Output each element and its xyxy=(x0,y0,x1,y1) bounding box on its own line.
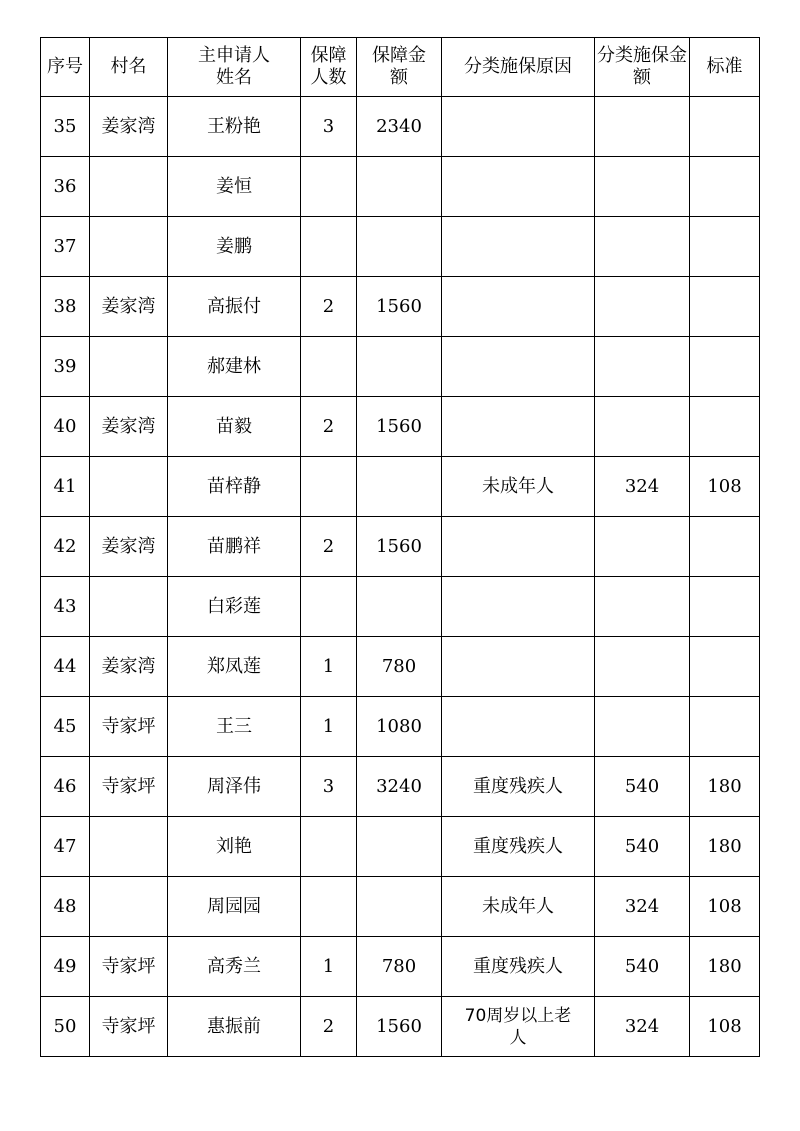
cell-reason xyxy=(442,217,595,277)
cell-amount xyxy=(357,877,442,937)
cell-village: 寺家坪 xyxy=(90,757,168,817)
cell-seq: 44 xyxy=(41,637,90,697)
table-row xyxy=(41,577,760,637)
cell-applicant-name: 惠振前 xyxy=(168,997,301,1057)
cell-reason: 重度残疾人 xyxy=(442,817,595,877)
header-standard: 标准 xyxy=(690,38,760,97)
cell-standard: 180 xyxy=(690,757,760,817)
header-reason: 分类施保原因 xyxy=(442,38,595,97)
cell-village: 姜家湾 xyxy=(90,397,168,457)
cell-persons: 3 xyxy=(301,97,357,157)
cell-persons: 2 xyxy=(301,997,357,1057)
cell-seq: 50 xyxy=(41,997,90,1057)
cell-applicant-name: 王三 xyxy=(168,697,301,757)
cell-amount xyxy=(357,217,442,277)
cell-standard: 180 xyxy=(690,817,760,877)
cell-standard xyxy=(690,517,760,577)
cell-applicant-name: 姜恒 xyxy=(168,157,301,217)
cell-seq: 47 xyxy=(41,817,90,877)
cell-village xyxy=(90,457,168,517)
cell-seq: 41 xyxy=(41,457,90,517)
cell-standard: 108 xyxy=(690,457,760,517)
table-row xyxy=(41,517,760,577)
cell-standard: 108 xyxy=(690,997,760,1057)
cell-village xyxy=(90,577,168,637)
cell-amount: 1560 xyxy=(357,517,442,577)
cell-standard xyxy=(690,397,760,457)
cell-seq: 35 xyxy=(41,97,90,157)
cell-applicant-name: 高秀兰 xyxy=(168,937,301,997)
cell-class-amount xyxy=(595,577,690,637)
cell-seq: 42 xyxy=(41,517,90,577)
cell-applicant-name: 周园园 xyxy=(168,877,301,937)
table-row xyxy=(41,697,760,757)
cell-reason: 未成年人 xyxy=(442,457,595,517)
table-row xyxy=(41,637,760,697)
table-row xyxy=(41,277,760,337)
cell-reason xyxy=(442,397,595,457)
cell-class-amount xyxy=(595,517,690,577)
cell-village: 姜家湾 xyxy=(90,517,168,577)
cell-standard xyxy=(690,217,760,277)
cell-applicant-name: 王粉艳 xyxy=(168,97,301,157)
cell-seq: 40 xyxy=(41,397,90,457)
cell-standard xyxy=(690,637,760,697)
cell-village xyxy=(90,337,168,397)
cell-applicant-name: 白彩莲 xyxy=(168,577,301,637)
cell-village xyxy=(90,217,168,277)
cell-persons: 2 xyxy=(301,517,357,577)
cell-persons xyxy=(301,877,357,937)
cell-applicant-name: 周泽伟 xyxy=(168,757,301,817)
cell-seq: 43 xyxy=(41,577,90,637)
cell-persons xyxy=(301,157,357,217)
cell-class-amount: 540 xyxy=(595,817,690,877)
cell-seq: 36 xyxy=(41,157,90,217)
table-row xyxy=(41,457,760,517)
table-row xyxy=(41,397,760,457)
table-row xyxy=(41,997,760,1057)
cell-applicant-name: 姜鹏 xyxy=(168,217,301,277)
table-row xyxy=(41,337,760,397)
cell-village: 姜家湾 xyxy=(90,637,168,697)
cell-class-amount: 324 xyxy=(595,457,690,517)
cell-applicant-name: 苗梓静 xyxy=(168,457,301,517)
cell-amount: 3240 xyxy=(357,757,442,817)
cell-standard xyxy=(690,577,760,637)
cell-amount: 1560 xyxy=(357,397,442,457)
cell-village: 寺家坪 xyxy=(90,937,168,997)
table-row xyxy=(41,157,760,217)
cell-seq: 39 xyxy=(41,337,90,397)
cell-class-amount xyxy=(595,217,690,277)
header-class-amount: 分类施保金额 xyxy=(595,38,690,97)
cell-persons: 1 xyxy=(301,697,357,757)
relief-roster-table xyxy=(40,37,760,1057)
cell-persons: 2 xyxy=(301,397,357,457)
header-row xyxy=(41,38,760,97)
cell-standard xyxy=(690,337,760,397)
cell-persons: 2 xyxy=(301,277,357,337)
cell-class-amount xyxy=(595,157,690,217)
cell-reason xyxy=(442,577,595,637)
cell-reason xyxy=(442,637,595,697)
cell-reason xyxy=(442,337,595,397)
header-village: 村名 xyxy=(90,38,168,97)
cell-persons xyxy=(301,577,357,637)
header-amount: 保障金额 xyxy=(357,38,442,97)
cell-village xyxy=(90,817,168,877)
roster-body xyxy=(41,97,760,1057)
cell-class-amount: 540 xyxy=(595,937,690,997)
cell-reason xyxy=(442,517,595,577)
cell-village xyxy=(90,877,168,937)
cell-amount xyxy=(357,817,442,877)
cell-persons xyxy=(301,217,357,277)
cell-persons xyxy=(301,457,357,517)
cell-reason: 70周岁以上老人 xyxy=(442,997,595,1057)
table-row xyxy=(41,817,760,877)
header-persons: 保障人数 xyxy=(301,38,357,97)
cell-persons: 1 xyxy=(301,937,357,997)
cell-seq: 48 xyxy=(41,877,90,937)
cell-reason: 重度残疾人 xyxy=(442,937,595,997)
cell-seq: 46 xyxy=(41,757,90,817)
cell-class-amount xyxy=(595,337,690,397)
cell-amount: 780 xyxy=(357,637,442,697)
cell-village: 姜家湾 xyxy=(90,97,168,157)
cell-persons xyxy=(301,337,357,397)
cell-village: 寺家坪 xyxy=(90,697,168,757)
table-row xyxy=(41,937,760,997)
cell-applicant-name: 郑凤莲 xyxy=(168,637,301,697)
cell-class-amount xyxy=(595,637,690,697)
cell-reason xyxy=(442,277,595,337)
table-row xyxy=(41,217,760,277)
cell-standard xyxy=(690,277,760,337)
cell-class-amount xyxy=(595,97,690,157)
cell-standard xyxy=(690,697,760,757)
cell-applicant-name: 苗鹏祥 xyxy=(168,517,301,577)
table-row xyxy=(41,877,760,937)
cell-amount xyxy=(357,337,442,397)
cell-class-amount xyxy=(595,277,690,337)
cell-reason xyxy=(442,97,595,157)
cell-class-amount: 324 xyxy=(595,877,690,937)
cell-reason: 未成年人 xyxy=(442,877,595,937)
header-applicant: 主申请人姓名 xyxy=(168,38,301,97)
cell-seq: 45 xyxy=(41,697,90,757)
cell-applicant-name: 郝建林 xyxy=(168,337,301,397)
cell-applicant-name: 苗毅 xyxy=(168,397,301,457)
cell-persons xyxy=(301,817,357,877)
cell-reason: 重度残疾人 xyxy=(442,757,595,817)
cell-village: 寺家坪 xyxy=(90,997,168,1057)
cell-reason xyxy=(442,697,595,757)
cell-class-amount xyxy=(595,697,690,757)
cell-reason xyxy=(442,157,595,217)
cell-seq: 38 xyxy=(41,277,90,337)
cell-class-amount: 324 xyxy=(595,997,690,1057)
cell-applicant-name: 高振付 xyxy=(168,277,301,337)
cell-class-amount: 540 xyxy=(595,757,690,817)
cell-standard: 108 xyxy=(690,877,760,937)
cell-amount xyxy=(357,457,442,517)
cell-applicant-name: 刘艳 xyxy=(168,817,301,877)
cell-standard xyxy=(690,97,760,157)
cell-class-amount xyxy=(595,397,690,457)
cell-amount: 1560 xyxy=(357,277,442,337)
cell-village xyxy=(90,157,168,217)
cell-standard: 180 xyxy=(690,937,760,997)
cell-persons: 1 xyxy=(301,637,357,697)
cell-village: 姜家湾 xyxy=(90,277,168,337)
cell-amount: 1080 xyxy=(357,697,442,757)
cell-amount: 1560 xyxy=(357,997,442,1057)
cell-amount: 2340 xyxy=(357,97,442,157)
cell-standard xyxy=(690,157,760,217)
cell-persons: 3 xyxy=(301,757,357,817)
cell-seq: 37 xyxy=(41,217,90,277)
cell-seq: 49 xyxy=(41,937,90,997)
header-seq: 序号 xyxy=(41,38,90,97)
cell-amount xyxy=(357,157,442,217)
cell-amount: 780 xyxy=(357,937,442,997)
cell-amount xyxy=(357,577,442,637)
table-row xyxy=(41,97,760,157)
table-row xyxy=(41,757,760,817)
